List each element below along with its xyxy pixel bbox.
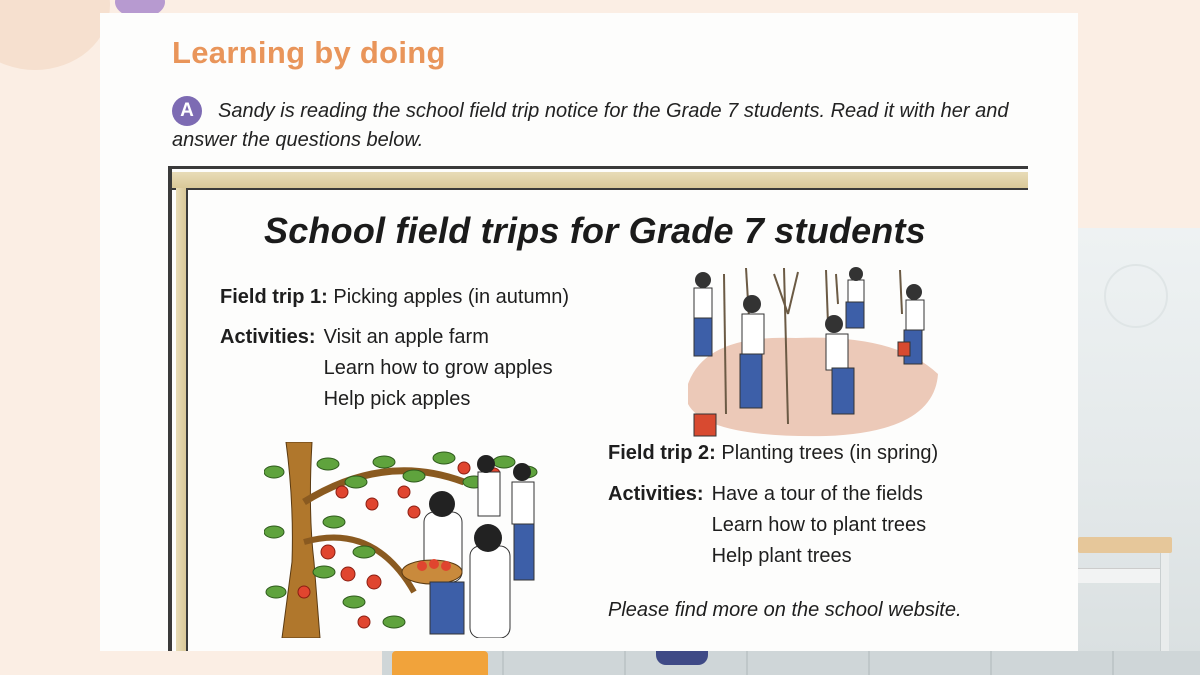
- background-clock: [1104, 264, 1168, 328]
- background-floor: [382, 651, 1200, 675]
- activities-list: [324, 322, 553, 415]
- page-title: Learning by doing: [172, 35, 446, 70]
- background-desk-top: [1078, 537, 1172, 553]
- field-trip-2: [608, 438, 938, 572]
- field-trip-2-activities: [608, 479, 938, 572]
- field-trip-2-value: Planting trees (in spring): [721, 442, 939, 464]
- field-trip-1-heading: [220, 282, 569, 313]
- activity-item: Learn how to plant trees: [711, 514, 927, 536]
- background-desk-shelf: [1078, 568, 1166, 583]
- notice-frame-top-band: [168, 172, 1028, 190]
- activities-list: [712, 479, 927, 572]
- field-trip-1-activities: [220, 322, 569, 415]
- notice-title: School field trips for Grade 7 students: [264, 210, 926, 251]
- notice-frame-left-band: [176, 188, 188, 651]
- field-trip-1-label: Field trip 1:: [220, 286, 328, 308]
- website-note: Please find more on the school website.: [608, 599, 962, 621]
- field-trip-1-value: Picking apples (in autumn): [333, 286, 570, 308]
- activity-item: Have a tour of the fields: [711, 483, 923, 505]
- activity-item: Help plant trees: [711, 545, 852, 567]
- activity-item: Help pick apples: [323, 388, 471, 410]
- background-chair: [392, 651, 488, 675]
- apple-picking-illustration: [264, 442, 544, 638]
- field-trip-notice: [168, 166, 1058, 651]
- activity-item: Learn how to grow apples: [323, 357, 553, 379]
- section-badge: A: [172, 96, 202, 126]
- activities-label: Activities:: [220, 326, 316, 348]
- background-circle: [0, 0, 110, 70]
- field-trip-2-heading: [608, 438, 938, 469]
- activities-label: Activities:: [608, 483, 704, 505]
- instruction-text: Sandy is reading the school field trip notice for the Grade 7 students. Read it with her and answer the questions below.: [172, 100, 1009, 151]
- tree-planting-illustration: [676, 264, 940, 440]
- field-trip-2-label: Field trip 2:: [608, 442, 716, 464]
- background-shoe: [656, 651, 708, 665]
- notice-frame-top-line: [168, 166, 1028, 169]
- activity-item: Visit an apple farm: [323, 326, 489, 348]
- background-classroom: [1078, 228, 1200, 675]
- textbook-page: [100, 13, 1078, 651]
- notice-frame-left-line: [168, 166, 172, 651]
- background-desk-leg: [1160, 553, 1169, 653]
- field-trip-1: [220, 282, 569, 415]
